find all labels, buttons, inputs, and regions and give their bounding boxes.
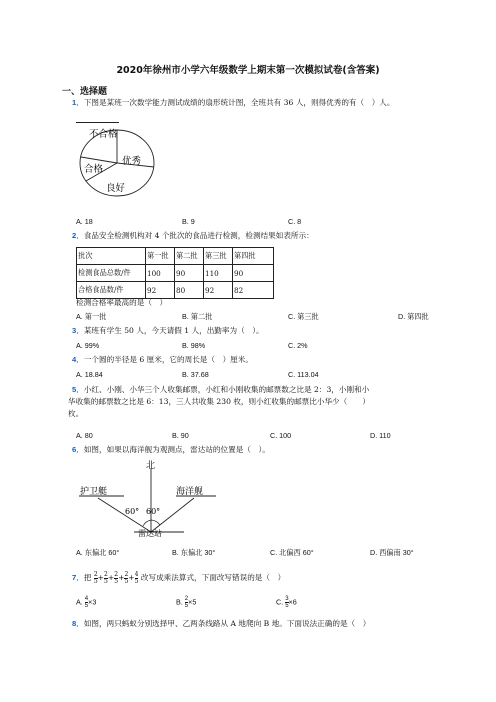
q4-option-b[interactable]: B. 37.68: [182, 370, 209, 379]
question-number: 5．: [72, 385, 84, 394]
angle-left-label: 60°: [125, 507, 140, 516]
q4-option-a[interactable]: A. 18.84: [76, 370, 103, 379]
q2-option-b[interactable]: B. 第二批: [182, 312, 213, 321]
question-text-line-3: 枚。: [68, 409, 84, 418]
q3-option-b[interactable]: B. 98%: [182, 341, 206, 350]
question-text-line-2: 华收集的邮票数之比是 6：13，三人共收集 230 枚，则小红收集的邮票比小华少（ ）: [68, 397, 371, 406]
q3-option-a[interactable]: A. 99%: [76, 341, 100, 350]
question-5: [68, 384, 432, 420]
question-text: 如图，两只蚂蚁分别选择甲、乙两条线路从 A 地爬向 B 地。下面说法正确的是（ ）: [83, 619, 371, 628]
question-post: 改写成乘法算式，下面改写错误的是（ ）: [140, 573, 286, 582]
table-cell: 第四批: [233, 248, 274, 265]
fraction: $\frac{2}{5}$: [114, 570, 119, 585]
q6-option-d[interactable]: D. 西偏南 30°: [370, 548, 414, 557]
question-3: [72, 325, 432, 337]
question-4: [72, 354, 432, 366]
q1-option-c[interactable]: C. 8: [288, 217, 302, 226]
fraction: $\frac{2}{5}$: [93, 570, 98, 585]
q2-option-a[interactable]: A. 第一批: [76, 312, 107, 321]
fraction: $\frac{4}{5}$: [134, 570, 139, 585]
fraction: $\frac{4}{5}$: [84, 596, 89, 609]
pie-label-excellent: 优秀: [122, 156, 142, 167]
pie-label-fail: 不合格: [89, 129, 118, 140]
question-number: 3．: [72, 326, 84, 335]
table-cell: 合格食品数/件: [77, 282, 146, 299]
table-cell: 80: [175, 282, 204, 299]
page-title: 2020年徐州市小学六年级数学上期末第一次模拟试卷(含答案): [116, 65, 380, 76]
q5-option-d[interactable]: D. 110: [370, 431, 391, 440]
q7-option-a[interactable]: A. $\frac{4}{5}$ ×3: [76, 596, 97, 609]
question-number: 2．: [72, 231, 84, 240]
question-6: [72, 444, 432, 456]
table-header-row: [77, 248, 274, 265]
question-number: 1．: [72, 98, 84, 107]
q3-option-c[interactable]: C. 2%: [288, 341, 308, 350]
q6-option-c[interactable]: C. 北偏西 60°: [270, 548, 314, 557]
fraction: $\frac{3}{5}$: [285, 596, 289, 609]
q5-option-c[interactable]: C. 100: [270, 431, 292, 440]
radar-station-label: 雷达站: [138, 529, 162, 538]
angle-right-label: 60°: [146, 507, 161, 516]
table-cell: 82: [233, 282, 274, 299]
pie-label-underline: [76, 122, 119, 124]
question-number: 4．: [72, 355, 84, 364]
table-cell: 92: [146, 282, 175, 299]
question-number: 8．: [72, 619, 84, 628]
fraction: $\frac{2}{5}$: [184, 596, 189, 609]
q5-option-a[interactable]: A. 80: [76, 431, 93, 440]
question-2: [72, 230, 432, 242]
escort-boat-label: 护卫艇: [80, 487, 108, 497]
table-cell: 90: [233, 265, 274, 282]
question-number: 7．: [72, 573, 84, 582]
pie-chart: [76, 124, 166, 200]
table-cell: 92: [204, 282, 233, 299]
table-cell: 第一批: [146, 248, 175, 265]
table-cell: 110: [204, 265, 233, 282]
section-heading: 一、选择题: [62, 87, 108, 97]
q6-option-b[interactable]: B. 东偏北 30°: [172, 548, 216, 557]
inspection-table: [76, 247, 274, 299]
question-8: [72, 618, 432, 630]
fraction: $\frac{2}{5}$: [104, 570, 108, 585]
question-text: 食品安全检测机构对 4 个批次的食品进行检测，检测结果如表所示：: [83, 231, 314, 240]
question-2-sub: 检测合格率最高的是（ ）: [76, 298, 168, 307]
q4-option-c[interactable]: C. 113.04: [288, 370, 319, 379]
pie-label-good: 良好: [106, 183, 126, 194]
pie-label-pass: 合格: [84, 164, 104, 175]
table-cell: 检测食品总数/件: [77, 265, 146, 282]
table-cell: 第二批: [175, 248, 204, 265]
question-1: [72, 97, 432, 109]
question-text-line-1: 小红、小刚、小华三个人收集邮票，小红和小刚收集的邮票数之比是 2：3，小刚和小: [83, 385, 370, 394]
table-row: [77, 282, 274, 299]
q5-option-b[interactable]: B. 90: [172, 431, 189, 440]
north-label: 北: [146, 461, 156, 471]
table-cell: 90: [175, 265, 204, 282]
q2-option-c[interactable]: C. 第三批: [288, 312, 319, 321]
question-7: 7．把 $\frac{2}{5}$ + $\frac{2}{5}$ + $\frac{2}{5}$ + $\frac{2}{5}$ + $\frac{4}{5}$ 改写成乘法算式，下面改写错误的是（ ）: [72, 570, 286, 585]
table-cell: 100: [146, 265, 175, 282]
q7-option-c[interactable]: C. $\frac{3}{5}$ ×6: [276, 596, 297, 609]
q1-option-b[interactable]: B. 9: [182, 217, 195, 226]
ocean-ship-label: 海洋舰: [176, 487, 204, 497]
question-text: 一个圆的半径是 6 厘米，它的周长是（ ）厘米。: [83, 355, 253, 364]
q7-option-b[interactable]: B. $\frac{2}{5}$ ×5: [176, 596, 197, 609]
fraction: $\frac{2}{5}$: [124, 570, 129, 585]
table-cell: 第三批: [204, 248, 233, 265]
table-cell: 批次: [77, 248, 146, 265]
question-text: 下图是某班一次数学能力测试成绩的扇形统计图，全班共有 36 人，则得优秀的有（ ）人。: [83, 98, 395, 107]
direction-diagram: [76, 458, 226, 538]
question-text: 某班有学生 50 人，今天请假 1 人，出勤率为（ ）。: [83, 326, 264, 335]
question-number: 6．: [72, 445, 84, 454]
question-text: 如图，如果以海洋舰为观测点，雷达站的位置是（ ）。: [83, 445, 270, 454]
q6-option-a[interactable]: A. 东偏北 60°: [76, 548, 120, 557]
question-pre: 把: [83, 573, 92, 582]
q2-option-d[interactable]: D. 第四批: [398, 312, 429, 321]
q1-option-a[interactable]: A. 18: [76, 217, 93, 226]
table-row: [77, 265, 274, 282]
